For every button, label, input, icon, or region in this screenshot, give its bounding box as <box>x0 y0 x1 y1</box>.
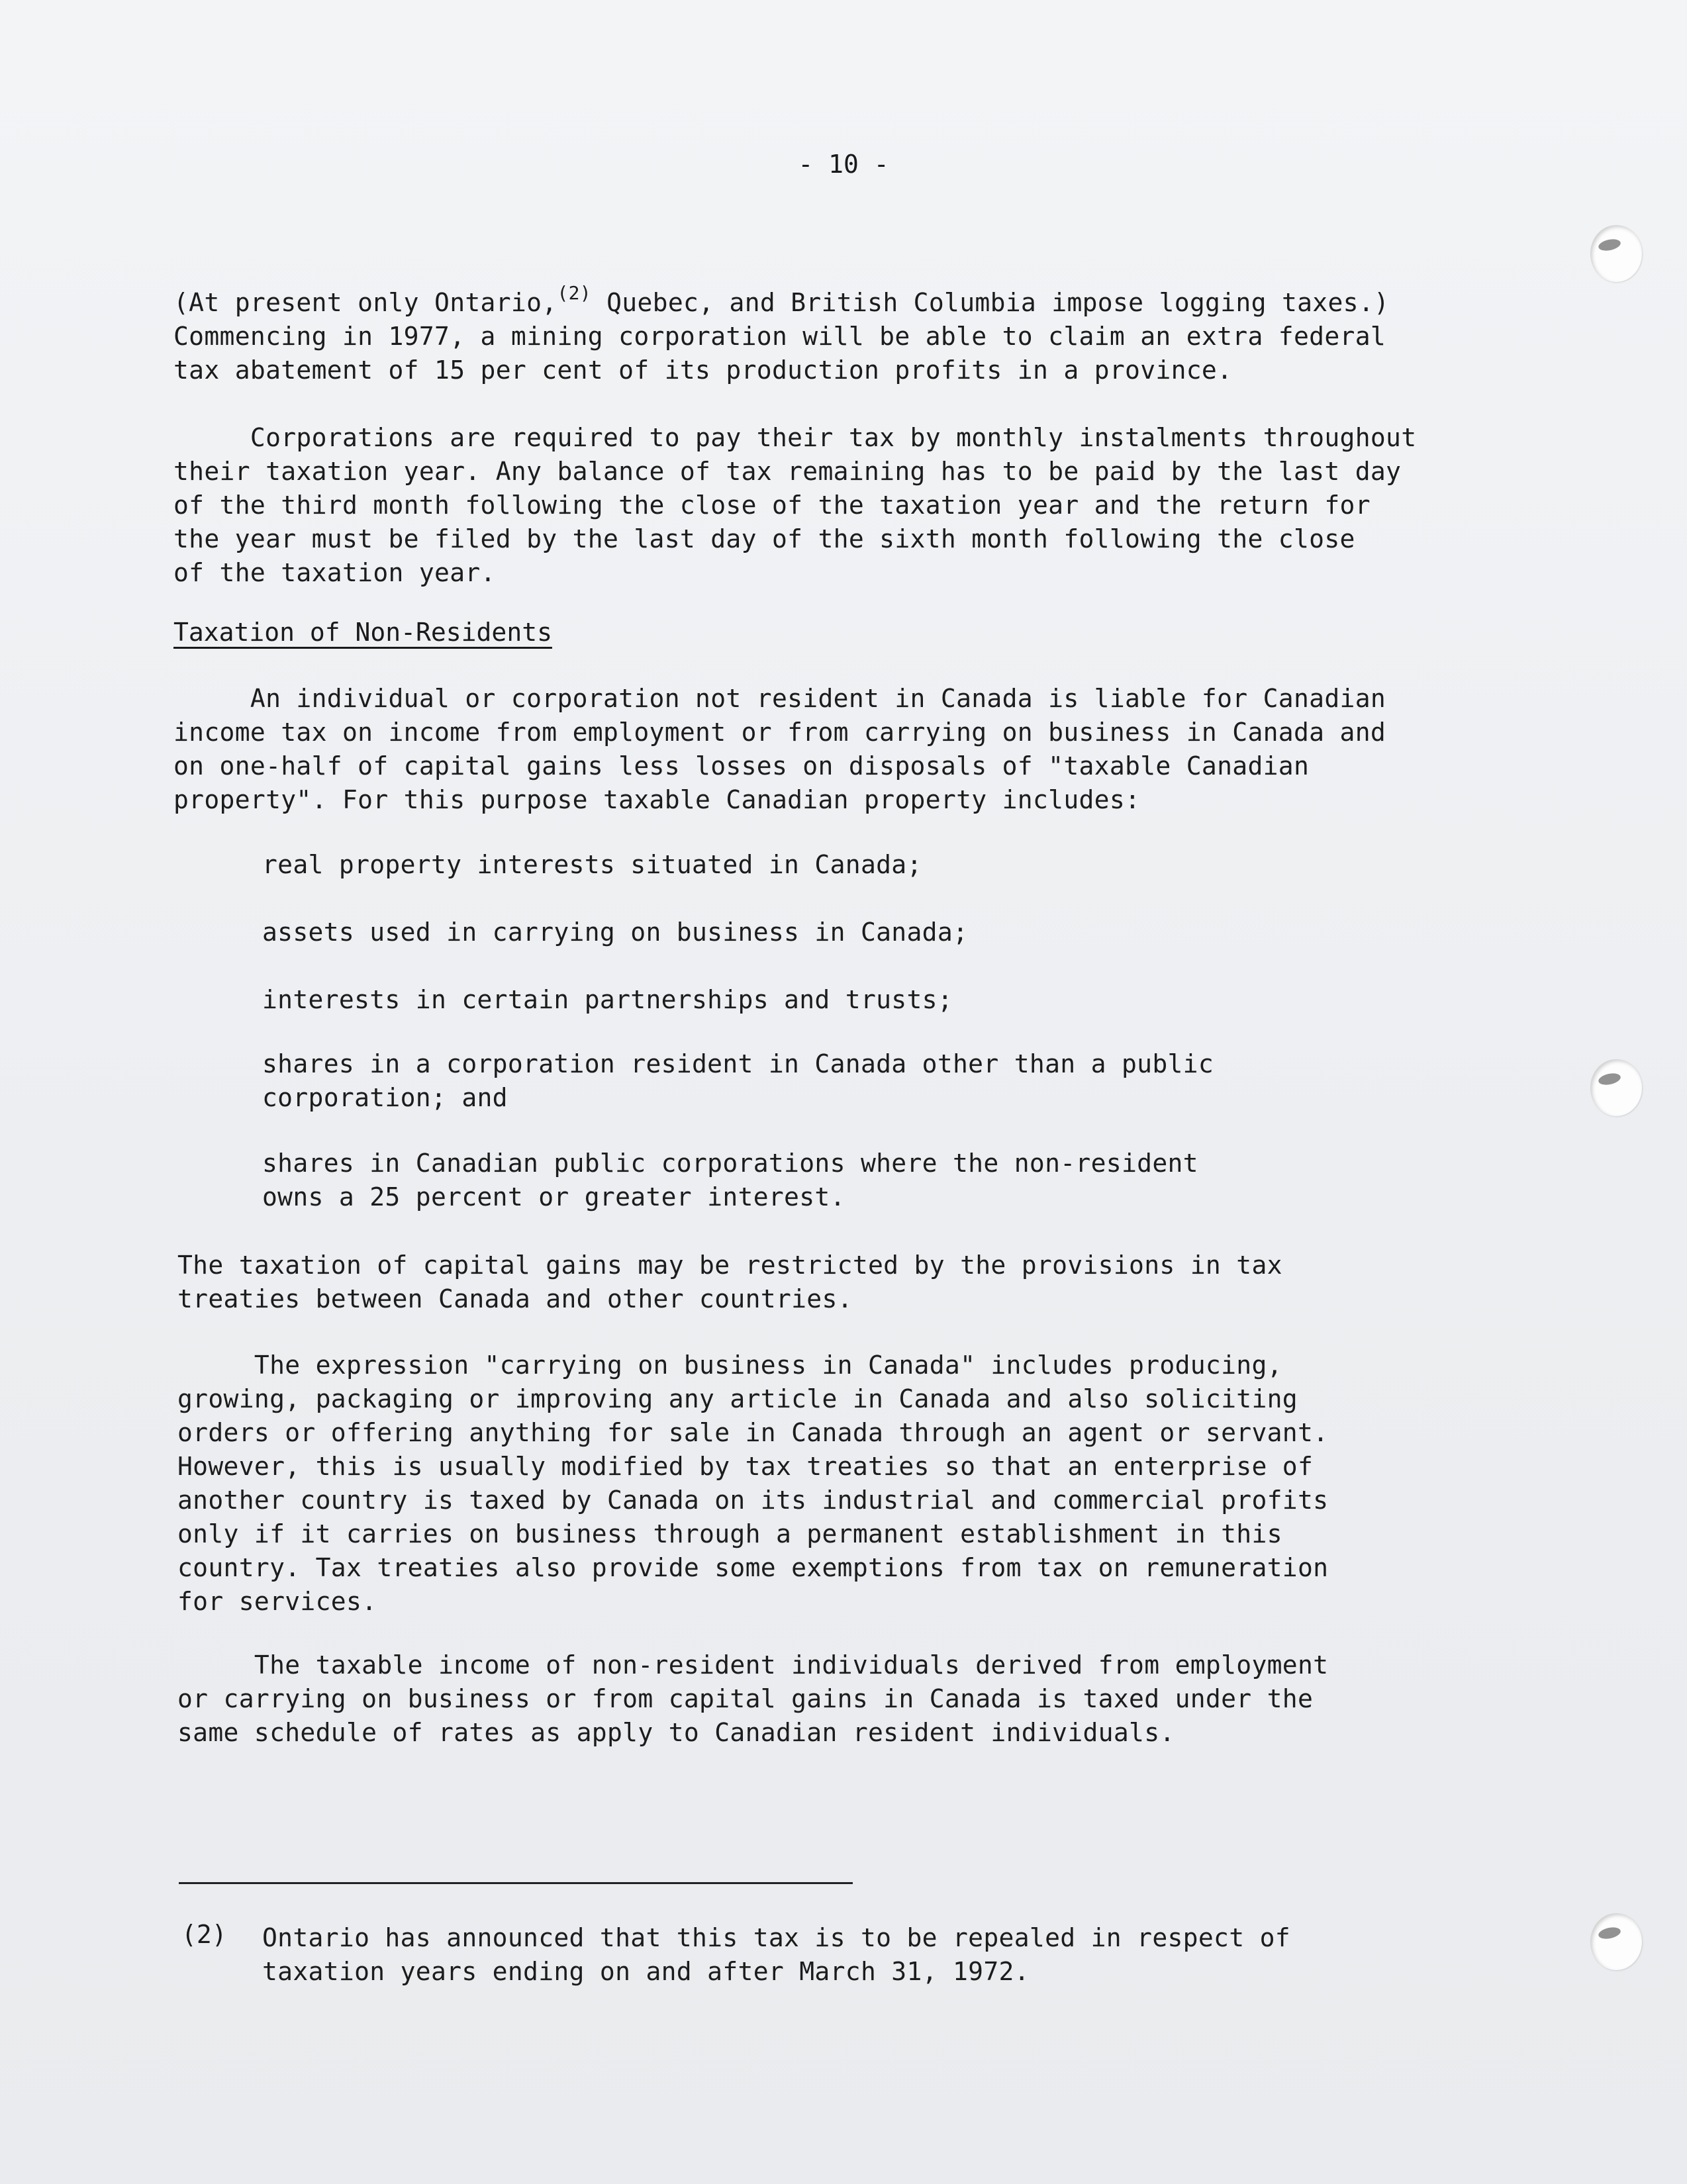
property-list-item: real property interests situated in Canada; <box>262 850 922 879</box>
business-line-3: orders or offering anything for sale in Canada through an agent or servant. <box>177 1418 1329 1447</box>
page-number: - 10 - <box>798 150 889 179</box>
non-residents-line-3: on one-half of capital gains less losses on disposals of "taxable Canadian <box>173 751 1310 781</box>
business-line-8: for services. <box>177 1587 377 1616</box>
restriction-line-2: treaties between Canada and other countries. <box>177 1284 853 1313</box>
non-residents-line-1: An individual or corporation not resident in Canada is liable for Canadian <box>173 684 1386 713</box>
punch-hole-middle <box>1590 1059 1642 1116</box>
restriction-line-1: The taxation of capital gains may be restricted by the provisions in tax <box>177 1251 1282 1280</box>
instalments-line-1: Corporations are required to pay their tax by monthly instalments throughout <box>173 423 1417 452</box>
section-heading: Taxation of Non-Residents <box>173 618 552 647</box>
income-line-1: The taxable income of non-resident individuals derived from employment <box>177 1650 1329 1680</box>
instalments-line-3: of the third month following the close of the taxation year and the return for <box>173 491 1371 520</box>
business-line-7: country. Tax treaties also provide some exemptions from tax on remuneration <box>177 1553 1329 1582</box>
business-line-4: However, this is usually modified by tax treaties so that an enterprise of <box>177 1452 1314 1481</box>
non-residents-line-4: property". For this purpose taxable Canadian property includes: <box>173 785 1141 814</box>
footnote-reference: (2) <box>557 282 591 304</box>
footnote-marker: (2) <box>181 1920 227 1949</box>
instalments-line-4: the year must be filed by the last day of the sixth month following the close <box>173 524 1355 553</box>
business-line-2: growing, packaging or improving any article in Canada and also soliciting <box>177 1384 1298 1413</box>
punch-hole-top <box>1590 225 1642 282</box>
income-line-2: or carrying on business or from capital gains in Canada is taxed under the <box>177 1684 1314 1713</box>
income-line-3: same schedule of rates as apply to Canadian resident individuals. <box>177 1718 1175 1747</box>
opening-line-3: tax abatement of 15 per cent of its production profits in a province. <box>173 356 1233 385</box>
business-line-1: The expression "carrying on business in Canada" includes producing, <box>177 1351 1282 1380</box>
instalments-line-5: of the taxation year. <box>173 558 496 587</box>
footnote-line-1: Ontario has announced that this tax is to be repealed in respect of <box>262 1923 1290 1952</box>
opening-line-1-end: Quebec, and British Columbia impose logging taxes.) <box>591 288 1390 317</box>
footnote-line-2: taxation years ending on and after March 31, 1972. <box>262 1957 1030 1986</box>
business-line-5: another country is taxed by Canada on its industrial and commercial profits <box>177 1486 1329 1515</box>
opening-line-2: Commencing in 1977, a mining corporation will be able to claim an extra federal <box>173 322 1386 351</box>
business-line-6: only if it carries on business through a permanent establishment in this <box>177 1519 1282 1548</box>
instalments-line-2: their taxation year. Any balance of tax remaining has to be paid by the last day <box>173 457 1402 486</box>
non-residents-line-2: income tax on income from employment or from carrying on business in Canada and <box>173 718 1386 747</box>
footnote-rule <box>179 1882 853 1884</box>
property-list-item: assets used in carrying on business in Canada; <box>262 918 969 947</box>
property-list-item: interests in certain partnerships and trusts; <box>262 985 953 1014</box>
property-list-item: shares in a corporation resident in Canada other than a public corporation; and <box>262 1049 1214 1112</box>
opening-line-1-start: (At present only Ontario, <box>173 288 557 317</box>
punch-hole-bottom <box>1590 1913 1642 1970</box>
opening-line-1 <box>173 282 1390 322</box>
property-list-item: shares in Canadian public corporations where the non-resident owns a 25 percent or greater interest. <box>262 1149 1198 1211</box>
